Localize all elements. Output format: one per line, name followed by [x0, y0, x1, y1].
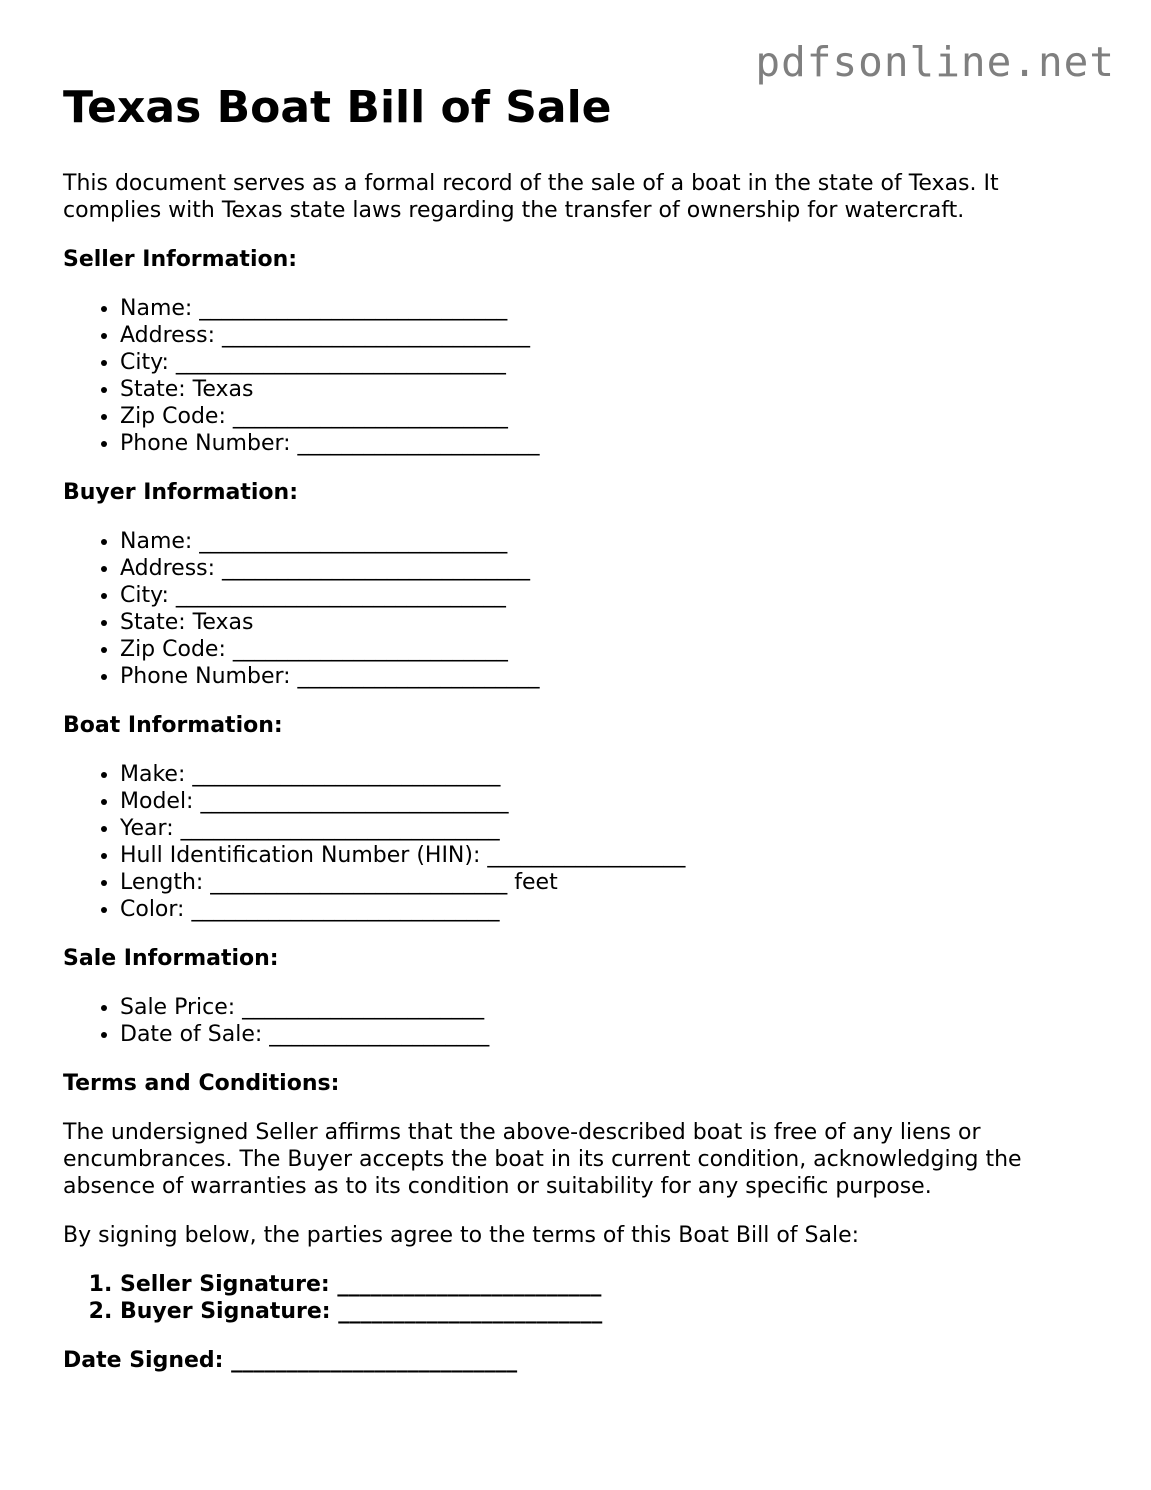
intro-paragraph: This document serves as a formal record of the sale of a boat in the state of Texas. It complies with Texas state laws regarding the transfer of ownership for watercraft. [63, 171, 999, 223]
seller-name-field: • Name: ____________________________ [120, 295, 1093, 322]
signature-list [63, 1271, 1093, 1325]
buyer-city-field: • City: ______________________________ [120, 582, 1093, 609]
seller-list [63, 295, 1093, 457]
seller-city-field: • City: ______________________________ [120, 349, 1093, 376]
boat-length-field: • Length: ___________________________ feet [120, 869, 1093, 896]
sale-price-field: • Sale Price: ______________________ [120, 994, 1093, 1021]
sale-date-field: • Date of Sale: ____________________ [120, 1021, 1093, 1048]
seller-signature-field: 1. Seller Signature: ________________________ [120, 1271, 1093, 1298]
buyer-zip-field: • Zip Code: _________________________ [120, 636, 1093, 663]
buyer-name-field: • Name: ____________________________ [120, 528, 1093, 555]
boat-model-field: • Model: ____________________________ [120, 788, 1093, 815]
seller-address-field: • Address: ____________________________ [120, 322, 1093, 349]
buyer-phone-field: • Phone Number: ______________________ [120, 663, 1093, 690]
buyer-address-field: • Address: ____________________________ [120, 555, 1093, 582]
boat-heading: Boat Information: [63, 713, 283, 738]
page-title: Texas Boat Bill of Sale [63, 82, 612, 133]
boat-make-field: • Make: ____________________________ [120, 761, 1093, 788]
seller-phone-field: • Phone Number: ______________________ [120, 430, 1093, 457]
date-signed-field: Date Signed: __________________________ [63, 1348, 518, 1373]
seller-state-field: • State: Texas [120, 376, 1093, 403]
boat-color-field: • Color: ____________________________ [120, 896, 1093, 923]
buyer-heading: Buyer Information: [63, 480, 298, 505]
buyer-list [63, 528, 1093, 690]
document-page [63, 80, 1093, 1374]
terms-paragraph: The undersigned Seller affirms that the above-described boat is free of any liens or encumbrances. The Buyer accepts the boat in its current condition, acknowledging the absence of warranties as to its condition or suitability for any specific purpose. [63, 1120, 1022, 1199]
boat-hin-field: • Hull Identification Number (HIN): __________________ [120, 842, 1093, 869]
watermark: pdfsonline.net [755, 38, 1115, 86]
agreement-paragraph: By signing below, the parties agree to the terms of this Boat Bill of Sale: [63, 1223, 860, 1248]
seller-heading: Seller Information: [63, 247, 298, 272]
terms-heading: Terms and Conditions: [63, 1071, 340, 1096]
buyer-state-field: • State: Texas [120, 609, 1093, 636]
boat-year-field: • Year: _____________________________ [120, 815, 1093, 842]
boat-list [63, 761, 1093, 923]
sale-heading: Sale Information: [63, 946, 279, 971]
seller-zip-field: • Zip Code: _________________________ [120, 403, 1093, 430]
sale-list [63, 994, 1093, 1048]
buyer-signature-field: 2. Buyer Signature: ________________________ [120, 1298, 1093, 1325]
